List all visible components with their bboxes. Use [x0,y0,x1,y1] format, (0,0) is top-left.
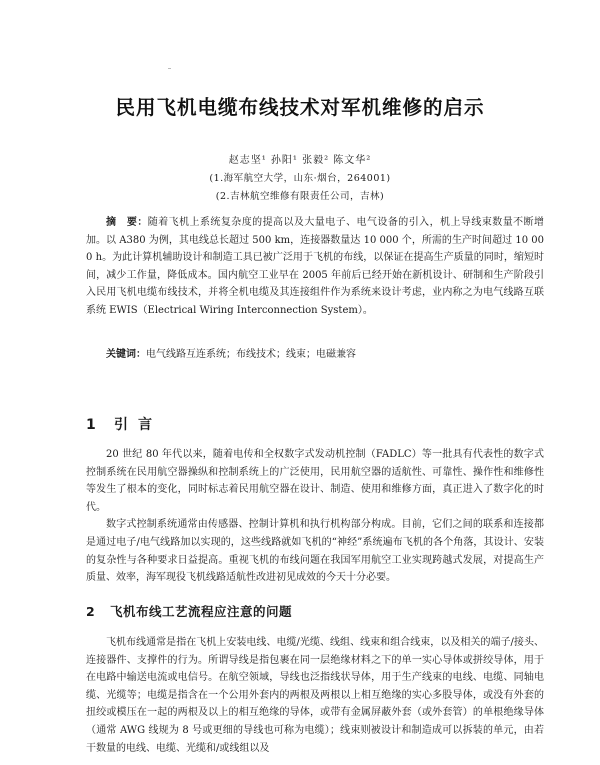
section-title: 引言 [114,417,162,433]
affiliation-2: (2.吉林航空维修有限责任公司，吉林) [215,191,385,202]
keywords [86,346,544,364]
section-number: 1 [86,417,97,433]
paragraph: 20 世纪 80 年代以来，随着电传和全权数字式发动机控制（FADLC）等一批具有代表性的数字式控制系统在民用航空器操纵和控制系统上的广泛使用，民用航空器的适航性、可靠性、操作性和维修性等发生了根本的变化，同时标志着民用航空器在设计、制造、使用和维修方面，真正进入了数字化的时代。 [86,449,544,513]
paragraph: 数字式控制系统通常由传感器、控制计算机和执行机构部分构成。目前，它们之间的联系和连接都是通过电子/电气线路加以实现的，这些线路就如飞机的“神经”系统遍布飞机的各个角落，其设计、安装的复杂性与各种要求日益提高。重视飞机的布线问题在我国军用航空工业实现跨越式发展，对提高生产质量、效率，海军现役飞机线路适航性改进初见成效的今天十分必要。 [86,519,544,584]
section-2-heading [86,602,292,620]
affiliation-1: (1.海军航空大学，山东·烟台，264001) [209,173,391,184]
keywords-label: 关键词： [106,349,146,360]
paragraph: 飞机布线通常是指在飞机上安装电线、电缆/光缆、线组、线束和组合线束，以及相关的端子/接头、连接器件、支撑件的行为。所谓导线是指包裹在同一层绝缘材料之下的单一实心导体或拼绞导体，用于在电路中输送电流或电信号。在航空领域，导线也泛指线状导体，用于生产线束的电线、电缆、同轴电缆、光缆等；电缆是指含在一个公用外套内的两根及两根以上相互绝缘的实心多股导体，或没有外套的扭绞或模压在一起的两根及以上的相互绝缘的导体，或带有金属屏蔽外套（或外套管）的单根绝缘导体（通常 AWG 线规为 8 号或更细的导线也可称为电缆）；线束则被设计和制造成可以拆装的单元，由若干数量的电线、电缆、光缆和/或线组以及 [86,637,544,754]
abstract-text: 随着飞机上系统复杂度的提高以及大量电子、电气设备的引入，机上导线束数量不断增加。以 A380 为例，其电线总长超过 500 km，连接器数量达 10 000 个，所需的生产时间超过 10 000 h。为此计算机辅助设计和制造工具已被广泛用于飞机的布线，以保证在提高生产质量的同时，缩短时间，减少工作量，降低成本。国内航空工业早在 2005 年前后已经开始在新机设计、研制和生产阶段引入民用飞机电缆布线技术，并将全机电缆及其连接组件作为系统来设计考虑，业内称之为电气线路互联系统 EWIS（Electrical Wiring Interconnection System）。 [86,217,545,316]
section-1-body [86,446,544,587]
section-number: 2 [86,604,96,619]
paper-title: 民用飞机电缆布线技术对军机维修的启示 [115,96,485,119]
section-title: 飞机布线工艺流程应注意的问题 [110,604,293,619]
scan-mark [168,68,171,69]
author-list: 赵志坚¹ 孙阳¹ 张毅² 陈文华² [228,155,372,166]
abstract-label: 摘 要： [106,217,148,228]
section-1-heading [86,414,162,434]
section-2-body [86,634,544,757]
keywords-text: 电气线路互连系统；布线技术；线束；电磁兼容 [146,349,356,360]
abstract [86,214,544,320]
